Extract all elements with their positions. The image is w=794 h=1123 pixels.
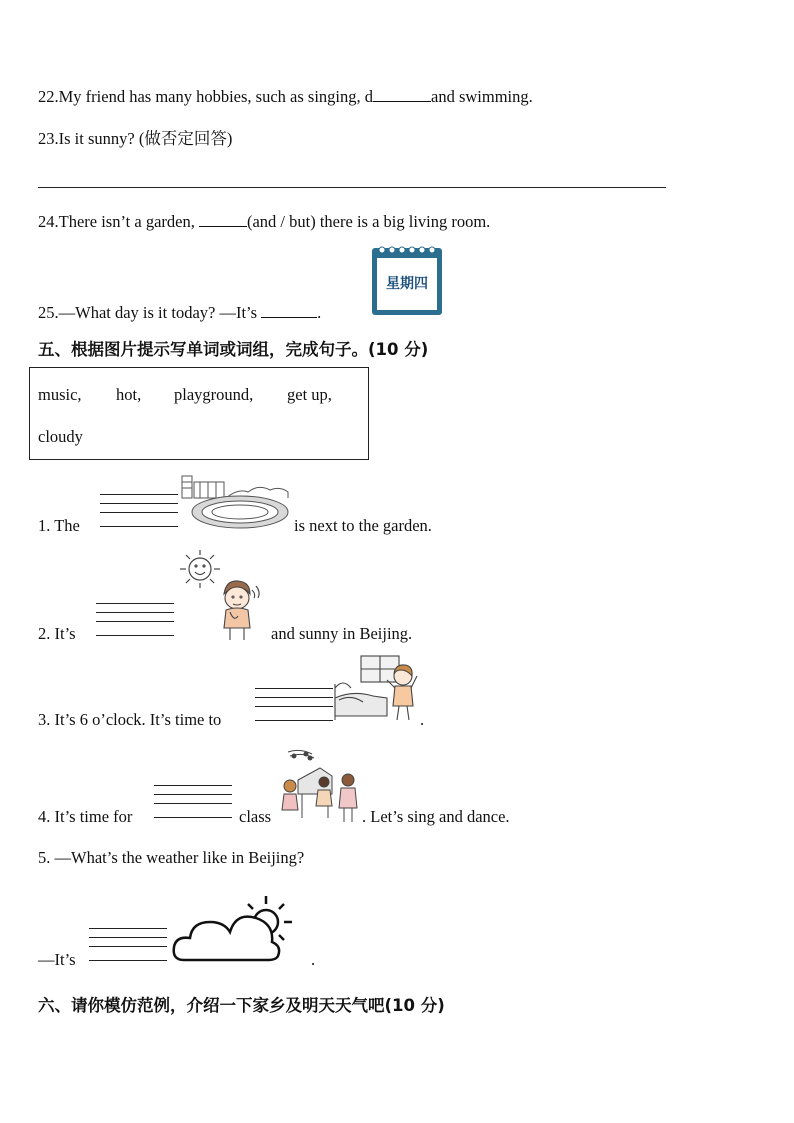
question-23: 23.Is it sunny? (做否定回答)	[38, 129, 233, 148]
item-2-suffix: and sunny in Beijing.	[271, 624, 413, 643]
girl-getting-up-picture	[333, 654, 423, 724]
item-3-prefix: 3. It’s 6 o’clock. It’s time to	[38, 710, 222, 729]
calendar-icon	[371, 244, 443, 316]
music-class-picture	[280, 746, 362, 826]
word-hot: hot,	[116, 385, 142, 404]
q24-suffix: (and / but) there is a big living room.	[246, 212, 491, 231]
q22-suffix: and swimming.	[431, 87, 533, 106]
q23-answer-line[interactable]	[38, 187, 666, 188]
word-music: music,	[38, 385, 82, 404]
q25-text: 25.—What day is it today? —It’s	[38, 303, 258, 322]
item-4-prefix: 4. It’s time for	[38, 807, 133, 826]
q25-blank[interactable]	[261, 303, 317, 318]
item-5-suffix: .	[311, 950, 316, 969]
question-22	[38, 87, 533, 107]
q24-blank[interactable]	[199, 212, 247, 227]
section-6-title: 六、请你模仿范例，介绍一下家乡及明天天气吧(10 分)	[38, 996, 445, 1015]
word-playground: playground,	[174, 385, 254, 404]
word-cloudy: cloudy	[38, 427, 83, 446]
cloudy-icon	[170, 892, 296, 964]
item-5-prefix: —It’s	[38, 950, 76, 969]
item-4-suffix: . Let’s sing and dance.	[362, 807, 510, 826]
q22-prefix: 22.My friend has many hobbies, such as singing, d	[38, 87, 374, 106]
item-4-middle: class	[239, 807, 272, 826]
word-bank-box	[29, 367, 369, 460]
playground-picture	[178, 470, 290, 534]
word-get-up: get up,	[287, 385, 332, 404]
item-4-writing-lines[interactable]	[154, 785, 232, 819]
item-3-suffix: .	[420, 710, 425, 729]
q24-prefix: 24.There isn’t a garden,	[38, 212, 195, 231]
item-2-prefix: 2. It’s	[38, 624, 76, 643]
item-1-writing-lines[interactable]	[100, 494, 178, 528]
section-5-title: 五、根据图片提示写单词或词组，完成句子。(10 分)	[38, 340, 429, 359]
q25-end: .	[317, 303, 322, 322]
item-5-question: 5. —What’s the weather like in Beijing?	[38, 848, 305, 867]
q22-blank[interactable]	[373, 87, 431, 102]
item-1-suffix: is next to the garden.	[294, 516, 432, 535]
question-24	[38, 212, 490, 232]
hot-boy-picture	[212, 576, 264, 642]
item-5-writing-lines[interactable]	[89, 928, 167, 962]
item-1-prefix: 1. The	[38, 516, 80, 535]
question-25	[38, 303, 321, 323]
item-2-writing-lines[interactable]	[96, 603, 174, 637]
calendar-label: 星期四	[386, 276, 428, 292]
item-3-writing-lines[interactable]	[255, 688, 333, 722]
